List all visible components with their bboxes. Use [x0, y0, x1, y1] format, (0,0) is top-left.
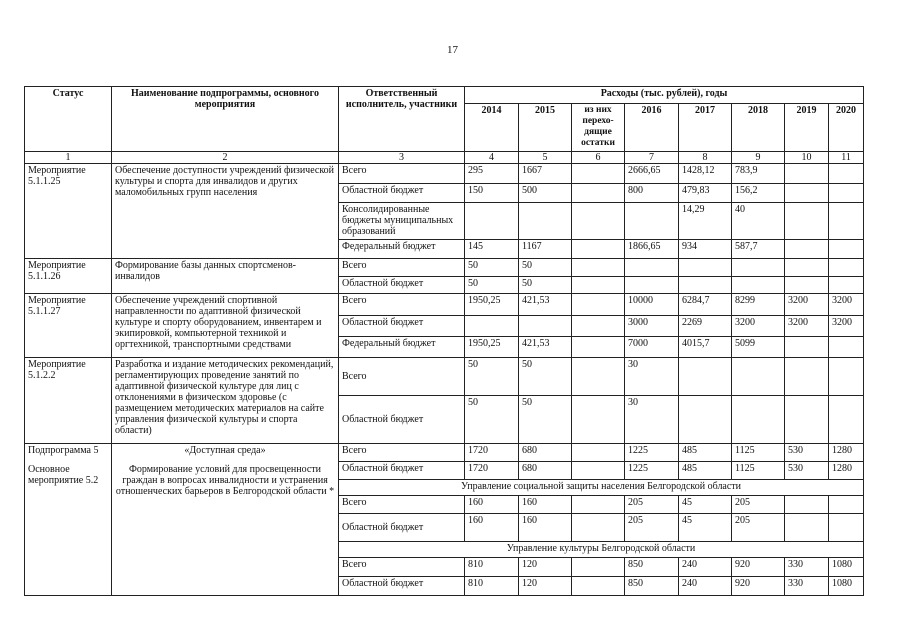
- column-number: 7: [625, 152, 679, 164]
- cell-value: 10000: [625, 294, 679, 316]
- cell-value: [572, 203, 625, 240]
- row-name: Обеспечение учреждений спортивной направленности по адаптивной физической культуре и спорту оборудованием, инвентарем и экипировкой, компьютерной техникой и оргтехникой, транспортными средствами: [112, 294, 339, 358]
- cell-value: 1080: [829, 577, 864, 596]
- cell-value: [572, 444, 625, 462]
- cell-value: 500: [519, 184, 572, 203]
- cell-value: 810: [465, 558, 519, 577]
- cell-value: 810: [465, 577, 519, 596]
- cell-value: 14,29: [679, 203, 732, 240]
- row-status: Мероприятие 5.1.1.25: [25, 164, 112, 259]
- cell-value: 3200: [785, 316, 829, 337]
- cell-value: 160: [519, 496, 572, 514]
- cell-value: [785, 337, 829, 358]
- cell-value: [572, 277, 625, 294]
- header-2016: 2016: [625, 104, 679, 152]
- cell-value: 30: [625, 358, 679, 396]
- cell-value: [572, 396, 625, 444]
- column-number: 8: [679, 152, 732, 164]
- cell-value: 156,2: [732, 184, 785, 203]
- cell-value: [465, 203, 519, 240]
- cell-value: [519, 316, 572, 337]
- cell-value: [732, 259, 785, 277]
- cell-value: [572, 240, 625, 259]
- cell-value: 1950,25: [465, 337, 519, 358]
- row-source: Консолидированные бюджеты муниципальных образований: [339, 203, 465, 240]
- cell-value: 530: [785, 462, 829, 480]
- cell-value: 295: [465, 164, 519, 184]
- cell-value: [572, 337, 625, 358]
- cell-value: [829, 277, 864, 294]
- cell-value: 1225: [625, 462, 679, 480]
- cell-value: [829, 337, 864, 358]
- cell-value: [572, 316, 625, 337]
- cell-value: [465, 316, 519, 337]
- cell-value: [679, 396, 732, 444]
- page-number: 17: [447, 44, 458, 56]
- row-source: Федеральный бюджет: [339, 337, 465, 358]
- column-number: 3: [339, 152, 465, 164]
- cell-value: 205: [625, 514, 679, 542]
- cell-value: 330: [785, 577, 829, 596]
- cell-value: 530: [785, 444, 829, 462]
- cell-value: 3200: [732, 316, 785, 337]
- cell-value: 920: [732, 577, 785, 596]
- column-number: 9: [732, 152, 785, 164]
- cell-value: 7000: [625, 337, 679, 358]
- header-name: Наименование подпрограммы, основного мероприятия: [112, 87, 339, 152]
- row-name: Разработка и издание методических рекомендаций, регламентирующих проведение занятий по адаптивной физической культуре для лиц с отклонениями в физическом здоровье (с размещением методических материалов на сайте управления физической культуры и спорта области): [112, 358, 339, 444]
- table-row: [25, 294, 864, 316]
- header-2014: 2014: [465, 104, 519, 152]
- cell-value: [732, 358, 785, 396]
- cell-value: [785, 496, 829, 514]
- cell-value: 1866,65: [625, 240, 679, 259]
- cell-value: 1720: [465, 462, 519, 480]
- cell-value: [785, 184, 829, 203]
- row-status: [25, 444, 112, 596]
- column-number: 10: [785, 152, 829, 164]
- cell-value: [829, 240, 864, 259]
- cell-value: 120: [519, 558, 572, 577]
- cell-value: 150: [465, 184, 519, 203]
- cell-value: 1167: [519, 240, 572, 259]
- cell-value: [679, 259, 732, 277]
- cell-value: 2269: [679, 316, 732, 337]
- main-activity-title: Формирование условий для просвещенности граждан в вопросах инвалидности и устранения отношенческих барьеров в Белгородской области *: [115, 464, 335, 497]
- cell-value: 50: [519, 277, 572, 294]
- row-source: Областной бюджет: [339, 277, 465, 294]
- column-number: 6: [572, 152, 625, 164]
- cell-value: [829, 184, 864, 203]
- cell-value: [572, 496, 625, 514]
- section-header-social-protection: Управление социальной защиты населения Белгородской области: [339, 480, 864, 496]
- cell-value: 680: [519, 444, 572, 462]
- cell-value: 1280: [829, 444, 864, 462]
- cell-value: [785, 358, 829, 396]
- cell-value: 800: [625, 184, 679, 203]
- cell-value: 30: [625, 396, 679, 444]
- row-name: [112, 444, 339, 596]
- column-number: 5: [519, 152, 572, 164]
- cell-value: 850: [625, 558, 679, 577]
- cell-value: 50: [519, 358, 572, 396]
- header-status: Статус: [25, 87, 112, 152]
- cell-value: [572, 259, 625, 277]
- cell-value: 421,53: [519, 337, 572, 358]
- cell-value: 1080: [829, 558, 864, 577]
- row-source: Всего: [339, 496, 465, 514]
- column-number: 11: [829, 152, 864, 164]
- cell-value: 1225: [625, 444, 679, 462]
- cell-value: 4015,7: [679, 337, 732, 358]
- cell-value: 2666,65: [625, 164, 679, 184]
- header-carryover: из них перехо-дящие остатки: [572, 104, 625, 152]
- row-source: Федеральный бюджет: [339, 240, 465, 259]
- cell-value: [829, 203, 864, 240]
- row-source: Областной бюджет: [339, 316, 465, 337]
- cell-value: [829, 496, 864, 514]
- cell-value: 160: [465, 514, 519, 542]
- cell-value: 1125: [732, 462, 785, 480]
- cell-value: 3000: [625, 316, 679, 337]
- cell-value: 485: [679, 462, 732, 480]
- budget-table: [24, 86, 864, 596]
- cell-value: [732, 396, 785, 444]
- cell-value: [572, 358, 625, 396]
- row-source: Всего: [339, 358, 465, 396]
- cell-value: [625, 203, 679, 240]
- header-2018: 2018: [732, 104, 785, 152]
- cell-value: [572, 184, 625, 203]
- cell-value: 1428,12: [679, 164, 732, 184]
- cell-value: 1950,25: [465, 294, 519, 316]
- table-row: [25, 259, 864, 277]
- subprogram-label: Подпрограмма 5: [28, 445, 99, 456]
- cell-value: [572, 164, 625, 184]
- cell-value: 120: [519, 577, 572, 596]
- cell-value: [625, 277, 679, 294]
- row-status: Мероприятие 5.1.2.2: [25, 358, 112, 444]
- cell-value: 40: [732, 203, 785, 240]
- cell-value: 783,9: [732, 164, 785, 184]
- cell-value: 145: [465, 240, 519, 259]
- row-source: Всего: [339, 259, 465, 277]
- cell-value: [732, 277, 785, 294]
- cell-value: 485: [679, 444, 732, 462]
- cell-value: [785, 514, 829, 542]
- cell-value: 50: [519, 396, 572, 444]
- cell-value: 240: [679, 577, 732, 596]
- cell-value: [785, 164, 829, 184]
- cell-value: 421,53: [519, 294, 572, 316]
- header-2017: 2017: [679, 104, 732, 152]
- cell-value: 205: [732, 496, 785, 514]
- header-2019: 2019: [785, 104, 829, 152]
- header-2015: 2015: [519, 104, 572, 152]
- cell-value: 50: [465, 259, 519, 277]
- row-source: Областной бюджет: [339, 184, 465, 203]
- cell-value: [572, 577, 625, 596]
- cell-value: 160: [519, 514, 572, 542]
- row-name: Обеспечение доступности учреждений физической культуры и спорта для инвалидов и других маломобильных групп населения: [112, 164, 339, 259]
- cell-value: 3200: [785, 294, 829, 316]
- cell-value: 920: [732, 558, 785, 577]
- cell-value: 5099: [732, 337, 785, 358]
- header-2020: 2020: [829, 104, 864, 152]
- cell-value: [785, 203, 829, 240]
- cell-value: 1125: [732, 444, 785, 462]
- subprogram-title: «Доступная среда»: [184, 445, 266, 456]
- row-source: Областной бюджет: [339, 577, 465, 596]
- cell-value: 160: [465, 496, 519, 514]
- cell-value: 3200: [829, 316, 864, 337]
- cell-value: [572, 514, 625, 542]
- cell-value: 45: [679, 514, 732, 542]
- cell-value: 50: [465, 396, 519, 444]
- cell-value: [679, 277, 732, 294]
- cell-value: [625, 259, 679, 277]
- cell-value: 1280: [829, 462, 864, 480]
- cell-value: [829, 514, 864, 542]
- row-source: Областной бюджет: [339, 462, 465, 480]
- cell-value: [785, 240, 829, 259]
- cell-value: 680: [519, 462, 572, 480]
- row-source: Областной бюджет: [339, 514, 465, 542]
- cell-value: [572, 558, 625, 577]
- cell-value: 3200: [829, 294, 864, 316]
- cell-value: 50: [465, 358, 519, 396]
- row-status: Мероприятие 5.1.1.27: [25, 294, 112, 358]
- cell-value: 50: [519, 259, 572, 277]
- table-row: [25, 164, 864, 184]
- table-row: [25, 444, 864, 462]
- cell-value: [519, 203, 572, 240]
- cell-value: 587,7: [732, 240, 785, 259]
- cell-value: 205: [625, 496, 679, 514]
- header-executor: Ответственный исполнитель, участники: [339, 87, 465, 152]
- row-source: Всего: [339, 164, 465, 184]
- cell-value: 45: [679, 496, 732, 514]
- column-number: 1: [25, 152, 112, 164]
- cell-value: 6284,7: [679, 294, 732, 316]
- cell-value: 479,83: [679, 184, 732, 203]
- header-expenses: Расходы (тыс. рублей), годы: [465, 87, 864, 104]
- row-source: Всего: [339, 444, 465, 462]
- cell-value: 1720: [465, 444, 519, 462]
- column-number: 2: [112, 152, 339, 164]
- row-name: Формирование базы данных спортсменов-инвалидов: [112, 259, 339, 294]
- cell-value: 205: [732, 514, 785, 542]
- cell-value: [785, 277, 829, 294]
- cell-value: 934: [679, 240, 732, 259]
- main-activity-label: Основное мероприятие 5.2: [28, 464, 99, 486]
- cell-value: 1667: [519, 164, 572, 184]
- cell-value: [829, 358, 864, 396]
- row-source: Областной бюджет: [339, 396, 465, 444]
- section-header-culture: Управление культуры Белгородской области: [339, 542, 864, 558]
- cell-value: 8299: [732, 294, 785, 316]
- cell-value: 240: [679, 558, 732, 577]
- cell-value: [829, 164, 864, 184]
- cell-value: [785, 259, 829, 277]
- cell-value: [829, 396, 864, 444]
- cell-value: 850: [625, 577, 679, 596]
- cell-value: [572, 294, 625, 316]
- cell-value: 50: [465, 277, 519, 294]
- table-row: [25, 358, 864, 396]
- cell-value: [679, 358, 732, 396]
- cell-value: [572, 462, 625, 480]
- row-source: Всего: [339, 558, 465, 577]
- cell-value: 330: [785, 558, 829, 577]
- row-status: Мероприятие 5.1.1.26: [25, 259, 112, 294]
- cell-value: [829, 259, 864, 277]
- row-source: Всего: [339, 294, 465, 316]
- column-number: 4: [465, 152, 519, 164]
- cell-value: [785, 396, 829, 444]
